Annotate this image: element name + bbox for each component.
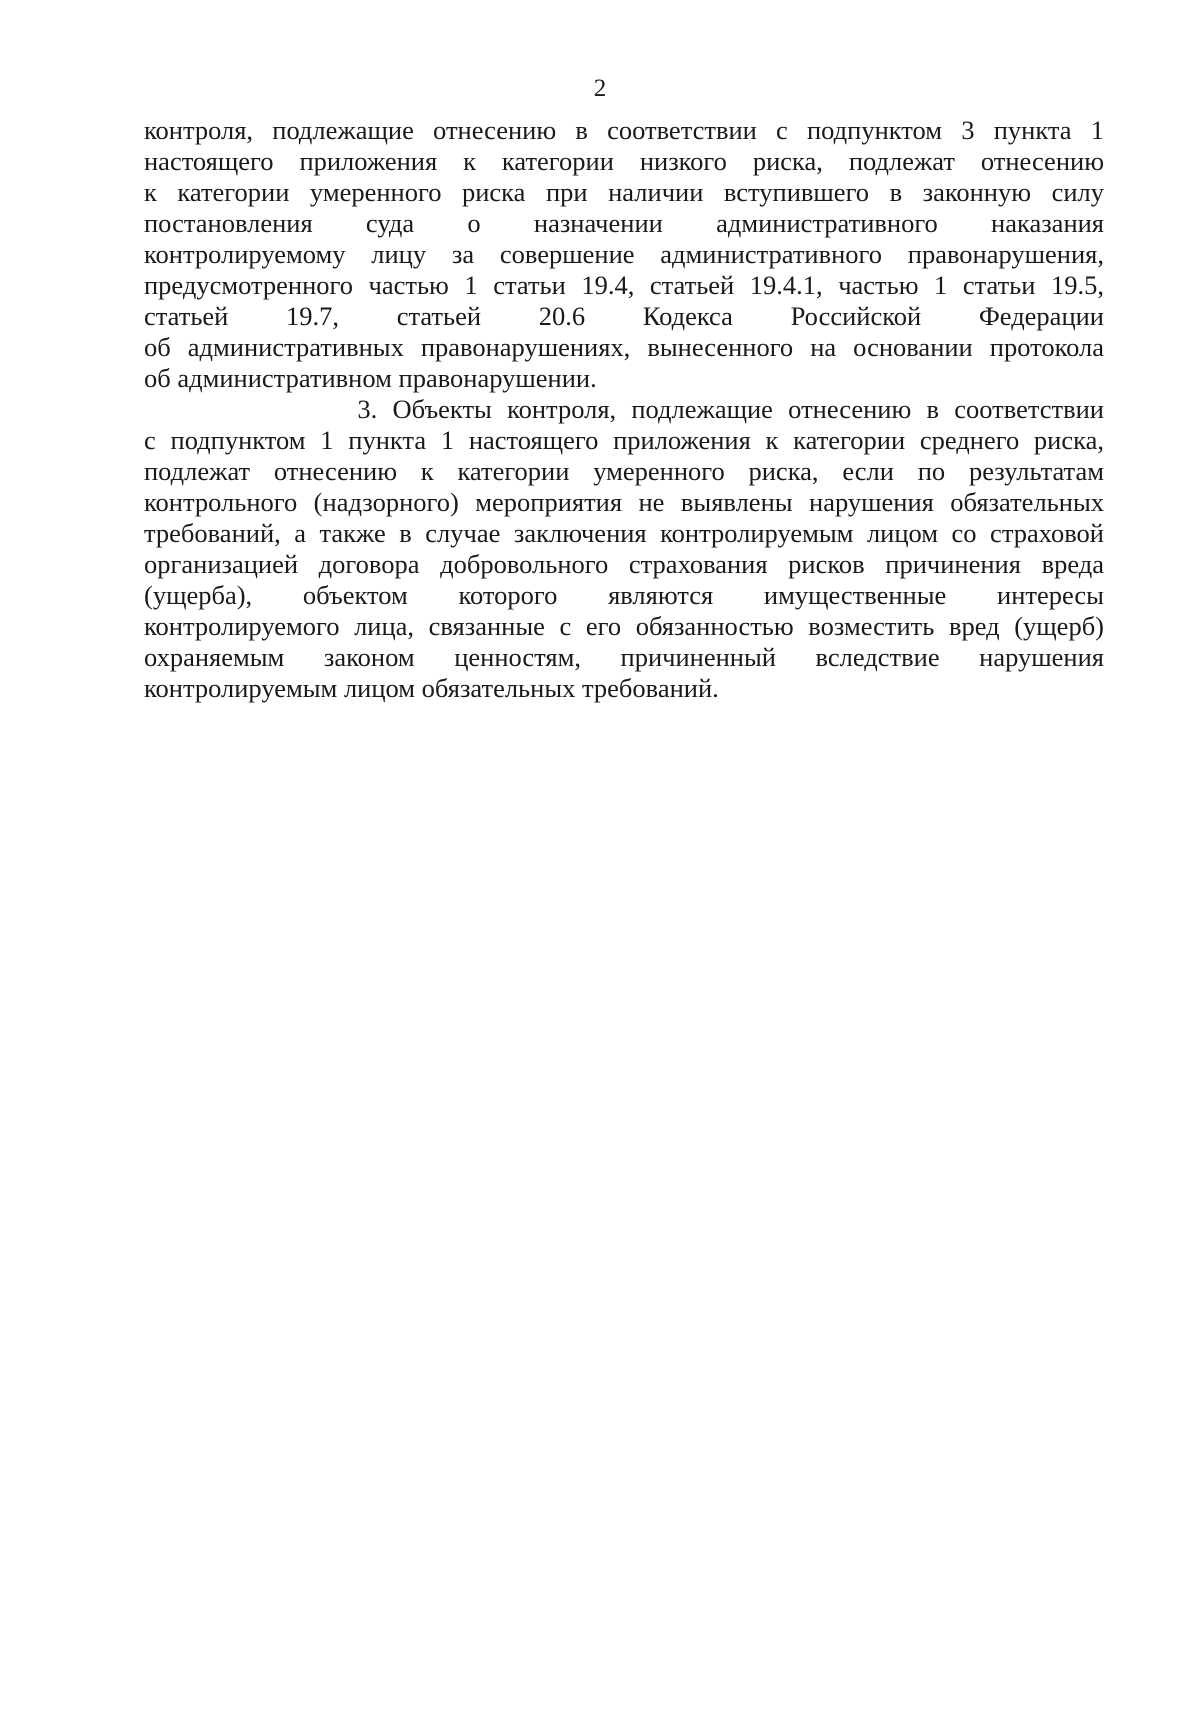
page-number: 2 [593,75,607,102]
text-line: контрольного (надзорного) мероприятия не выявлены нарушения обязательных [144,487,1104,517]
text-line: требований, а также в случае заключения контролируемым лицом со страховой [144,518,1104,548]
text-line: контроля, подлежащие отнесению в соответствии с подпунктом 3 пункта 1 [144,115,1104,145]
text-line: об административном правонарушении. [144,363,597,393]
text-line: об административных правонарушениях, вынесенного на основании протокола [144,332,1104,362]
document-body [144,115,1104,704]
text-line: контролируемого лица, связанные с его обязанностью возместить вред (ущерб) [144,611,1104,641]
text-line: к категории умеренного риска при наличии вступившего в законную силу [144,177,1104,207]
text-line: статьей 19.7, статьей 20.6 Кодекса Российской Федерации [144,301,1104,331]
text-line: подлежат отнесению к категории умеренного риска, если по результатам [144,456,1104,486]
text-line: настоящего приложения к категории низкого риска, подлежат отнесению [144,146,1104,176]
text-line: предусмотренного частью 1 статьи 19.4, статьей 19.4.1, частью 1 статьи 19.5, [144,270,1104,300]
text-line: контролируемым лицом обязательных требований. [144,673,719,703]
text-line: с подпунктом 1 пункта 1 настоящего приложения к категории среднего риска, [144,425,1104,455]
text-line: организацией договора добровольного страхования рисков причинения вреда [144,549,1104,579]
paragraph [144,394,1104,704]
text-line: (ущерба), объектом которого являются имущественные интересы [144,580,1104,610]
text-line: контролируемому лицу за совершение административного правонарушения, [144,239,1104,269]
text-line: охраняемым законом ценностям, причиненный вследствие нарушения [144,642,1104,672]
text-line: 3. Объекты контроля, подлежащие отнесению в соответствии [144,394,1104,424]
paragraph [144,115,1104,394]
text-line: постановления суда о назначении административного наказания [144,208,1104,238]
